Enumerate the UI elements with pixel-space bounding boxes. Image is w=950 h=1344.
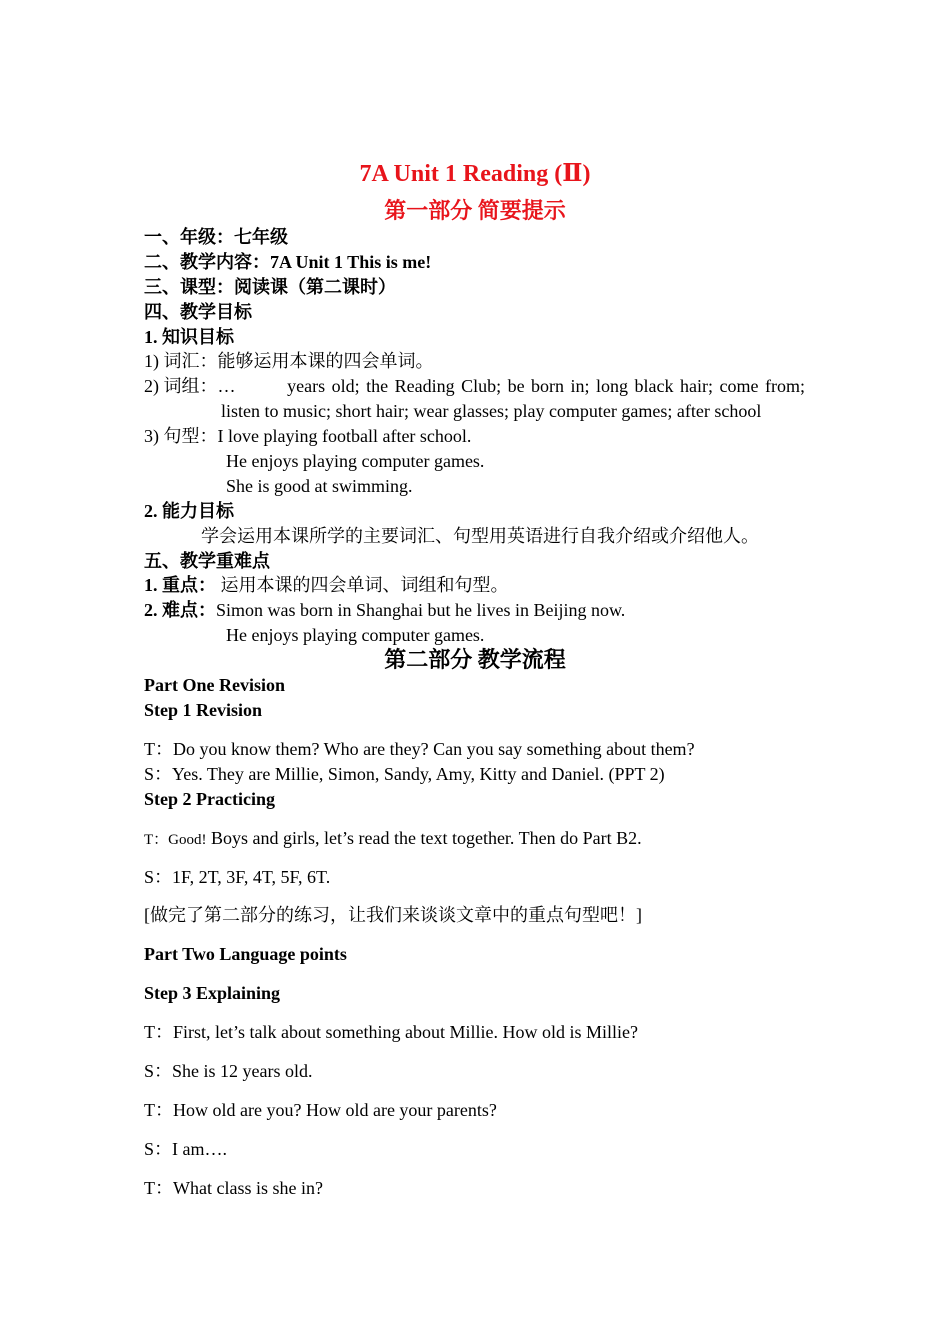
lesson-type-line: 三、课型：阅读课（第二课时） — [144, 277, 396, 297]
step2-heading: Step 2 Practicing — [144, 789, 275, 809]
sentence-2: He enjoys playing computer games. — [226, 451, 485, 471]
content-line — [144, 250, 431, 274]
speaker-label: T： — [144, 739, 173, 759]
speaker-label: T： — [144, 1178, 173, 1198]
sentence-1: I love playing football after school. — [217, 426, 472, 446]
dialogue-line — [144, 865, 330, 889]
dialogue-line — [144, 1137, 227, 1161]
key-line — [144, 573, 509, 597]
dialogue-line — [144, 826, 642, 852]
objectives-heading: 四、教学目标 — [144, 302, 252, 322]
speaker-label: T： — [144, 1022, 173, 1042]
dialogue-line — [144, 1059, 313, 1083]
doc-title: 7A Unit 1 Reading (Ⅱ) — [359, 161, 591, 187]
knowledge-num: 1. — [144, 327, 158, 347]
dialogue-text: Boys and girls, let’s read the text together. Then do Part B2. — [206, 828, 642, 848]
phrases-label: 2) 词组：… — [144, 376, 236, 396]
dialogue-line — [144, 1176, 323, 1200]
speaker-label: T：Good! — [144, 832, 207, 848]
dialogue-text: 1F, 2T, 3F, 4T, 5F, 6T. — [172, 867, 331, 887]
ability-title: 能力目标 — [157, 501, 234, 521]
difficult-text-2: He enjoys playing computer games. — [226, 625, 485, 645]
sentence-3: She is good at swimming. — [226, 476, 413, 496]
step1-heading: Step 1 Revision — [144, 700, 263, 720]
knowledge-title: 知识目标 — [157, 327, 234, 347]
part-one-heading: Part One Revision — [144, 675, 285, 695]
key-text: 运用本课的四会单词、词组和句型。 — [216, 575, 509, 595]
knowledge-heading — [144, 325, 234, 349]
dialogue-line — [144, 1098, 497, 1122]
dialogue-text: What class is she in? — [173, 1178, 323, 1198]
difficult-line — [144, 598, 625, 622]
key-points-heading: 五、教学重难点 — [144, 551, 270, 571]
content-label: 二、教学内容： — [144, 252, 270, 272]
dialogue-text: How old are you? How old are your parents? — [173, 1100, 497, 1120]
difficult-text-1: Simon was born in Shanghai but he lives in Beijing now. — [216, 600, 626, 620]
dialogue-text: Yes. They are Millie, Simon, Sandy, Amy, Kitty and Daniel. (PPT 2) — [172, 764, 665, 784]
key-label: 1. 重点： — [144, 575, 216, 595]
dialogue-text: I am…. — [172, 1139, 227, 1159]
speaker-label: S： — [144, 1061, 173, 1081]
phrases-text-1: years old; the Reading Club; be born in; long black hair; come from; — [287, 376, 805, 396]
phrases-line-2: listen to music; short hair; wear glasses; play computer games; after school — [221, 401, 762, 421]
dialogue-line — [144, 737, 695, 761]
dialogue-text: Do you know them? Who are they? Can you say something about them? — [173, 739, 695, 759]
speaker-label: S： — [144, 867, 173, 887]
phrases-line-1 — [144, 374, 805, 398]
grade-line: 一、年级：七年级 — [144, 227, 288, 247]
speaker-label: T： — [144, 1100, 173, 1120]
sentences-line-1 — [144, 424, 471, 448]
dialogue-text: She is 12 years old. — [172, 1061, 313, 1081]
speaker-label: S： — [144, 1139, 173, 1159]
part-two-heading: Part Two Language points — [144, 944, 347, 964]
ability-text: 学会运用本课所学的主要词汇、句型用英语进行自我介绍或介绍他人。 — [201, 526, 759, 546]
dialogue-line — [144, 762, 665, 786]
ability-num: 2. — [144, 501, 158, 521]
sentences-label: 3) 句型： — [144, 426, 218, 446]
content-value: 7A Unit 1 This is me! — [270, 252, 432, 272]
dialogue-text: First, let’s talk about something about Millie. How old is Millie? — [173, 1022, 638, 1042]
vocab-line: 1) 词汇：能够运用本课的四会单词。 — [144, 351, 434, 371]
part2-heading: 第二部分 教学流程 — [384, 647, 566, 672]
dialogue-line — [144, 1020, 638, 1044]
difficult-label: 2. 难点： — [144, 600, 216, 620]
transition-note: [做完了第二部分的练习，让我们来谈谈文章中的重点句型吧！] — [144, 905, 642, 925]
step3-heading: Step 3 Explaining — [144, 983, 281, 1003]
part1-heading: 第一部分 简要提示 — [384, 198, 566, 223]
ability-heading — [144, 499, 234, 523]
speaker-label: S： — [144, 764, 173, 784]
